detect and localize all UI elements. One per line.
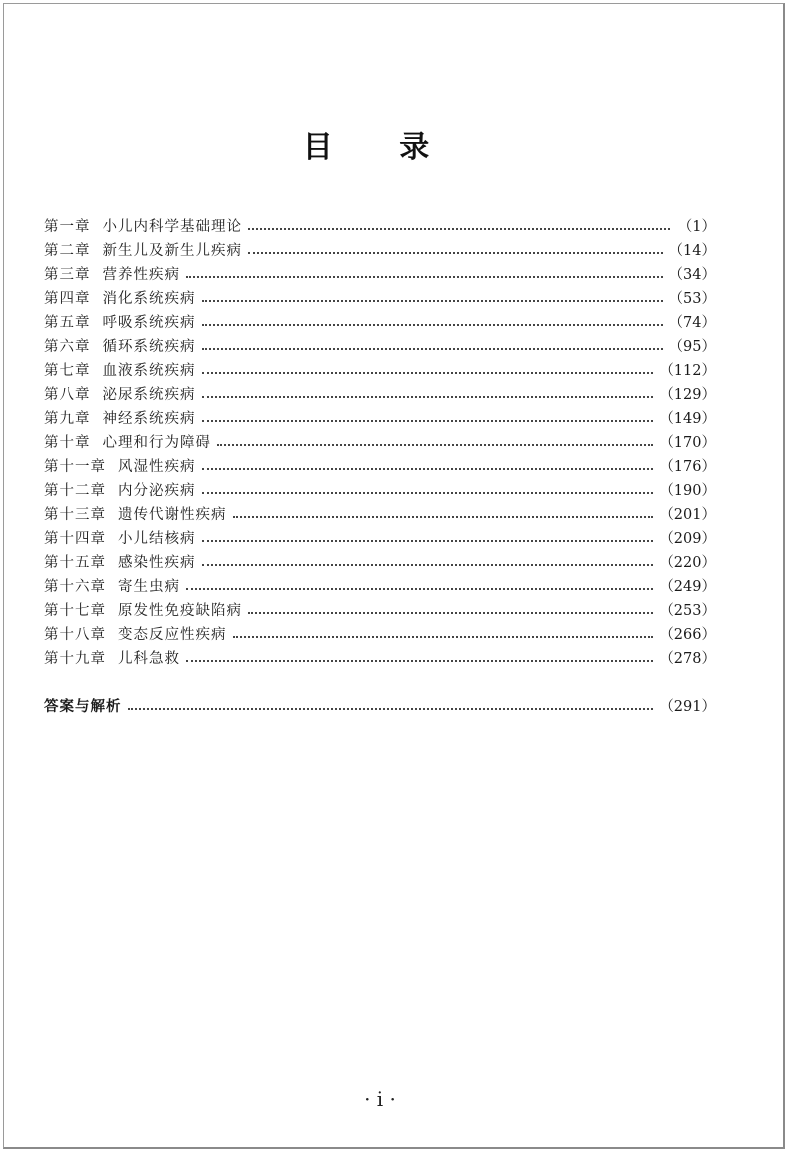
chapter-title: 遗传代谢性疾病	[118, 507, 227, 523]
toc-entry-ch3[interactable]	[44, 263, 716, 287]
toc-entry-ch5[interactable]	[44, 311, 716, 335]
chapter-number: 第二章	[44, 243, 91, 259]
chapter-number: 第十四章	[44, 531, 106, 547]
chapter-number: 第十六章	[44, 579, 106, 595]
chapter-number: 第十章	[44, 435, 91, 451]
chapter-number: 第十五章	[44, 555, 106, 571]
chapter-title: 营养性疾病	[102, 267, 180, 283]
dot-leader	[202, 311, 663, 335]
chapter-title: 泌尿系统疾病	[102, 387, 196, 403]
toc-entry-ch9[interactable]	[44, 407, 716, 431]
toc-entry-ch1[interactable]	[44, 215, 716, 239]
dot-leader	[202, 551, 654, 575]
page-footer-number: · i ·	[364, 1087, 396, 1111]
chapter-title: 血液系统疾病	[102, 363, 196, 379]
chapter-number: 第九章	[44, 411, 91, 427]
chapter-title: 内分泌疾病	[118, 483, 196, 499]
chapter-number: 第七章	[44, 363, 91, 379]
chapter-number: 第四章	[44, 291, 91, 307]
toc-entry-ch18[interactable]	[44, 623, 716, 647]
page-number: （1）	[677, 219, 716, 235]
chapter-number: 第五章	[44, 315, 91, 331]
dot-leader	[202, 335, 663, 359]
table-of-contents	[44, 215, 716, 719]
toc-entry-ch10[interactable]	[44, 431, 716, 455]
dot-leader	[202, 407, 654, 431]
page-number: （95）	[668, 339, 716, 355]
page-number: （291）	[659, 699, 716, 715]
dot-leader	[233, 503, 654, 527]
toc-entry-ch14[interactable]	[44, 527, 716, 551]
dot-leader	[248, 215, 670, 239]
page-title: 目 录	[302, 130, 458, 165]
dot-leader	[202, 383, 654, 407]
toc-entry-ch13[interactable]	[44, 503, 716, 527]
chapter-title: 心理和行为障碍	[102, 435, 211, 451]
page-number: （249）	[659, 579, 716, 595]
chapter-number: 第十一章	[44, 459, 106, 475]
toc-entry-ch15[interactable]	[44, 551, 716, 575]
chapter-title: 儿科急救	[118, 651, 180, 667]
chapter-number: 第三章	[44, 267, 91, 283]
dot-leader	[202, 527, 654, 551]
toc-entry-ch2[interactable]	[44, 239, 716, 263]
chapter-title: 风湿性疾病	[118, 459, 196, 475]
dot-leader	[128, 695, 654, 719]
chapter-number: 第六章	[44, 339, 91, 355]
toc-entry-answers[interactable]	[44, 695, 716, 719]
page-number: （170）	[659, 435, 716, 451]
dot-leader	[202, 359, 654, 383]
dot-leader	[217, 431, 653, 455]
chapter-number: 第十九章	[44, 651, 106, 667]
dot-leader	[202, 479, 654, 503]
toc-entry-ch11[interactable]	[44, 455, 716, 479]
page-number: （129）	[659, 387, 716, 403]
chapter-number: 第八章	[44, 387, 91, 403]
chapter-title: 变态反应性疾病	[118, 627, 227, 643]
toc-entry-ch4[interactable]	[44, 287, 716, 311]
toc-entry-ch12[interactable]	[44, 479, 716, 503]
chapter-title: 新生儿及新生儿疾病	[102, 243, 242, 259]
document-page	[3, 3, 785, 1149]
page-number: （112）	[659, 363, 716, 379]
toc-entry-ch19[interactable]	[44, 647, 716, 671]
chapter-number: 第一章	[44, 219, 91, 235]
dot-leader	[248, 599, 653, 623]
page-number: （278）	[659, 651, 716, 667]
chapter-number: 第十八章	[44, 627, 106, 643]
chapter-number: 第十七章	[44, 603, 106, 619]
answers-title: 答案与解析	[44, 698, 122, 715]
dot-leader	[233, 623, 654, 647]
chapter-number: 第十三章	[44, 507, 106, 523]
page-number: （201）	[659, 507, 716, 523]
chapter-title: 原发性免疫缺陷病	[118, 603, 242, 619]
dot-leader	[202, 455, 654, 479]
page-number: （190）	[659, 483, 716, 499]
page-number: （34）	[668, 267, 716, 283]
chapter-number: 第十二章	[44, 483, 106, 499]
toc-entry-ch8[interactable]	[44, 383, 716, 407]
page-number: （149）	[659, 411, 716, 427]
page-number: （176）	[659, 459, 716, 475]
page-number: （209）	[659, 531, 716, 547]
page-number: （53）	[668, 291, 716, 307]
dot-leader	[186, 263, 663, 287]
chapter-title: 寄生虫病	[118, 579, 180, 595]
chapter-title: 消化系统疾病	[102, 291, 196, 307]
toc-entry-ch17[interactable]	[44, 599, 716, 623]
chapter-title: 小儿内科学基础理论	[102, 219, 242, 235]
dot-leader	[248, 239, 663, 263]
page-number: （14）	[668, 243, 716, 259]
toc-entry-ch16[interactable]	[44, 575, 716, 599]
chapter-title: 神经系统疾病	[102, 411, 196, 427]
toc-entry-ch7[interactable]	[44, 359, 716, 383]
toc-entry-ch6[interactable]	[44, 335, 716, 359]
page-number: （266）	[659, 627, 716, 643]
dot-leader	[186, 575, 653, 599]
chapter-title: 感染性疾病	[118, 555, 196, 571]
page-number: （220）	[659, 555, 716, 571]
dot-leader	[186, 647, 653, 671]
chapter-title: 小儿结核病	[118, 531, 196, 547]
page-number: （253）	[659, 603, 716, 619]
chapter-title: 呼吸系统疾病	[102, 315, 196, 331]
dot-leader	[202, 287, 663, 311]
page-number: （74）	[668, 315, 716, 331]
chapter-title: 循环系统疾病	[102, 339, 196, 355]
